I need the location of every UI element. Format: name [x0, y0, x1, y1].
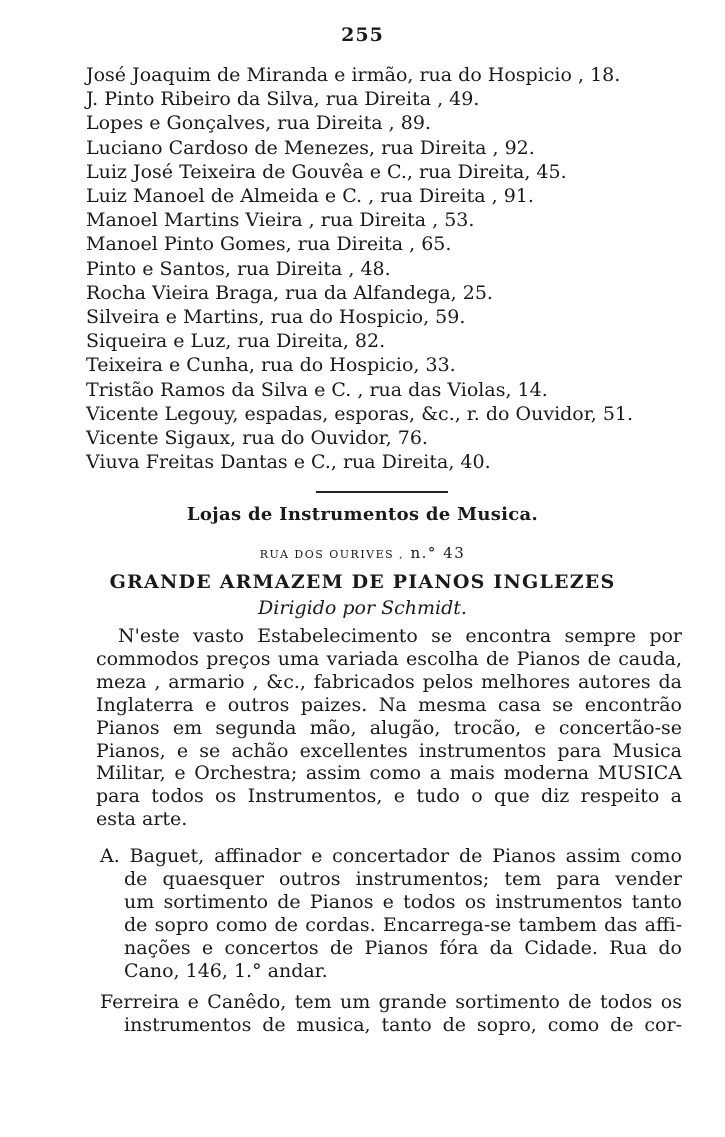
- address-street: RUA DOS OURIVES ,: [259, 548, 405, 561]
- list-item: Luiz José Teixeira de Gouvêa e C., rua Direita, 45.: [86, 160, 567, 183]
- list-item: Luciano Cardoso de Menezes, rua Direita , 92.: [86, 136, 535, 159]
- entry-line: A. Baguet, affinador e concertador de Pianos assim como: [100, 845, 682, 867]
- paragraph-line: Pianos em segunda mão, alugão, trocão, e concertão-se: [96, 716, 682, 739]
- list-item: Teixeira e Cunha, rua do Hospicio, 33.: [86, 354, 456, 377]
- list-item: Tristão Ramos da Silva e C. , rua das Violas, 14.: [86, 378, 548, 401]
- entry-ferreira-canedo: [100, 991, 682, 1037]
- paragraph-line: Militar, e Orchestra; assim como a mais moderna MUSICA: [96, 762, 682, 785]
- address-number: n.° 43: [410, 544, 466, 562]
- list-item: Vicente Legouy, espadas, esporas, &c., r. do Ouvidor, 51.: [86, 402, 634, 425]
- list-item: Silveira e Martins, rua do Hospicio, 59.: [86, 306, 466, 329]
- entry-baguet: [100, 845, 682, 982]
- list-item: Luiz Manoel de Almeida e C. , rua Direita , 91.: [86, 185, 534, 208]
- paragraph-line: Pianos, e se achão excellentes instrumentos para Musica: [96, 739, 682, 762]
- paragraph-line: para todos os Instrumentos, e tudo o que diz respeito a: [96, 785, 682, 808]
- paragraph-line: commodos preços uma variada escolha de Pianos de cauda,: [96, 647, 682, 670]
- section-heading: Lojas de Instrumentos de Musica.: [186, 504, 539, 525]
- list-item: Manoel Pinto Gomes, rua Direita , 65.: [86, 233, 452, 256]
- list-item: Vicente Sigaux, rua do Ouvidor, 76.: [86, 427, 428, 450]
- entry-line: de quaesquer outros instrumentos; tem para vender: [124, 867, 682, 890]
- entry-line: Ferreira e Canêdo, tem um grande sortimento de todos os: [100, 991, 682, 1013]
- paragraph-line: meza , armario , &c., fabricados pelos melhores autores da: [96, 670, 682, 693]
- entry-line: Cano, 146, 1.° andar.: [124, 959, 328, 982]
- list-item: J. Pinto Ribeiro da Silva, rua Direita , 49.: [86, 88, 480, 111]
- entry-line: de sopro como de cordas. Encarrega-se tambem das affi-: [124, 913, 682, 936]
- list-item: Manoel Martins Vieira , rua Direita , 53.: [86, 209, 475, 232]
- store-address: [0, 544, 725, 562]
- merchant-list: [86, 63, 696, 474]
- list-item: Siqueira e Luz, rua Direita, 82.: [86, 330, 386, 353]
- paragraph-line: Inglaterra e outros paizes. Na mesma casa se encontrão: [96, 693, 682, 716]
- list-item: Viuva Freitas Dantas e C., rua Direita, 40.: [86, 451, 491, 474]
- paragraph-line: N'este vasto Estabelecimento se encontra sempre por: [118, 625, 682, 647]
- list-item: Pinto e Santos, rua Direita , 48.: [86, 257, 391, 280]
- section-divider: [316, 491, 448, 493]
- list-item: Rocha Vieira Braga, rua da Alfandega, 25.: [86, 281, 493, 304]
- entry-line: instrumentos de musica, tanto de sopro, como de cor-: [124, 1013, 682, 1036]
- entry-line: nações e concertos de Pianos fóra da Cidade. Rua do: [124, 936, 682, 959]
- list-item: José Joaquim de Miranda e irmão, rua do Hospicio , 18.: [86, 64, 621, 86]
- store-subtitle: Dirigido por Schmidt.: [258, 597, 467, 619]
- store-title: GRANDE ARMAZEM DE PIANOS INGLEZES: [109, 571, 616, 593]
- list-item: Lopes e Gonçalves, rua Direita , 89.: [86, 112, 431, 135]
- page-number: 255: [341, 24, 384, 46]
- entry-line: um sortimento de Pianos e todos os instrumentos tanto: [124, 890, 682, 913]
- store-description: [96, 625, 682, 831]
- paragraph-line: esta arte.: [96, 808, 188, 831]
